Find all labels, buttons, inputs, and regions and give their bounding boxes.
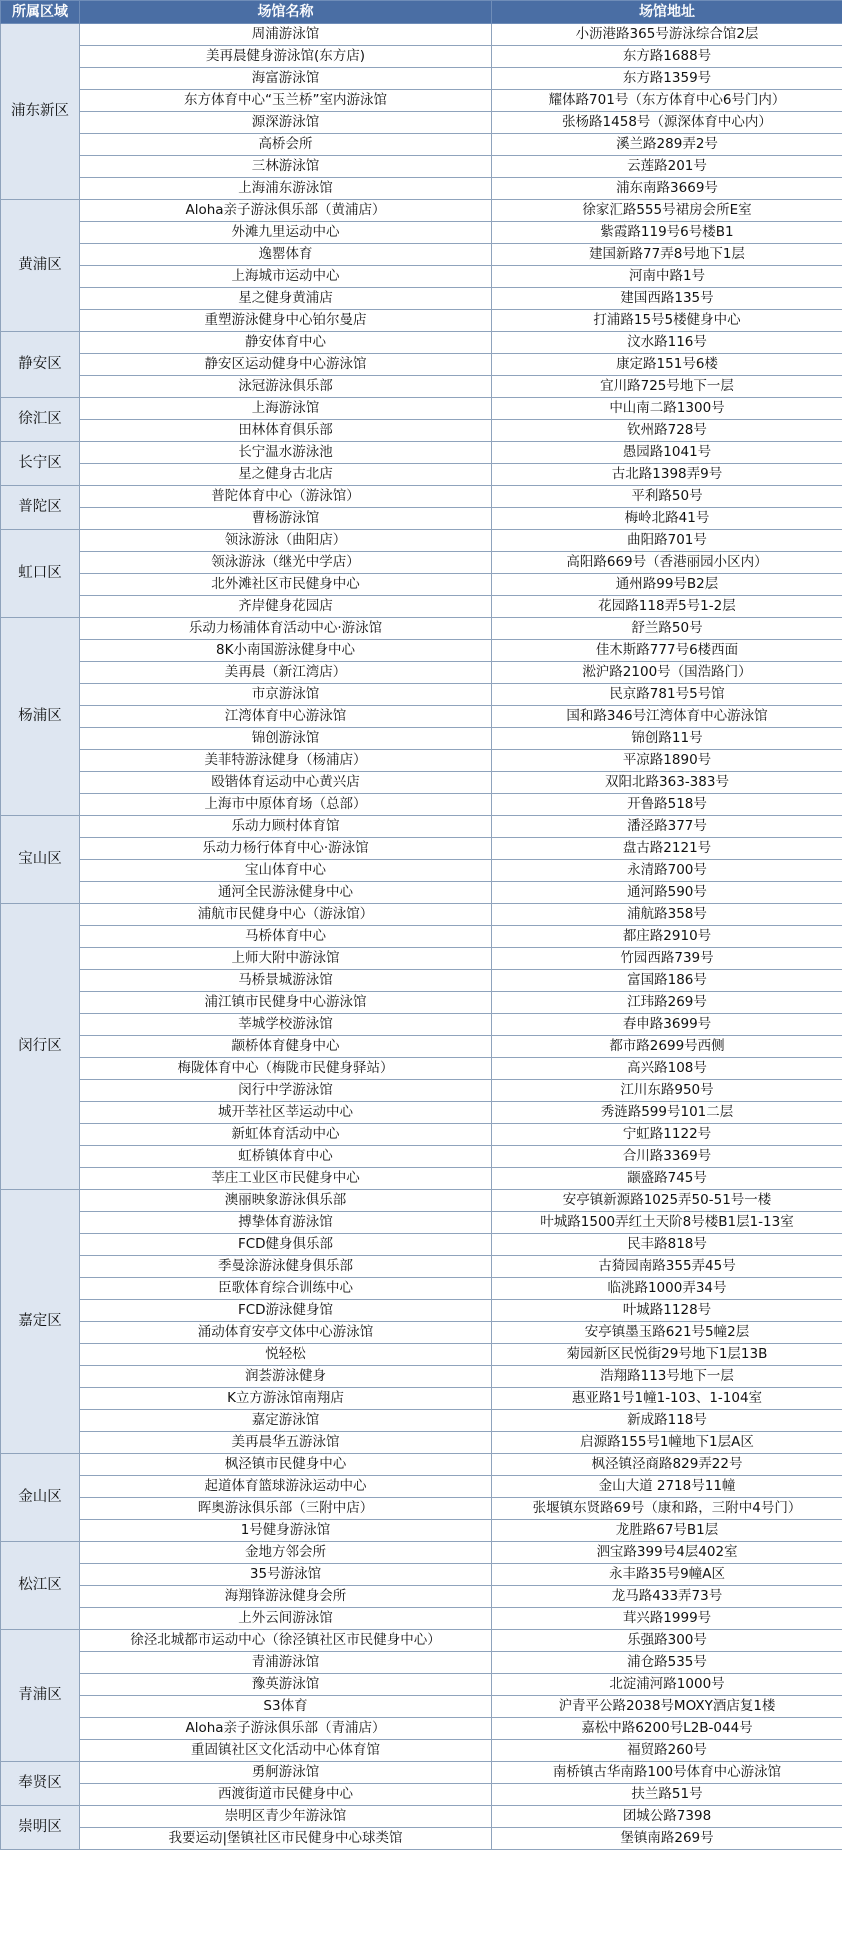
table-row — [1, 1410, 842, 1432]
table-row — [1, 442, 842, 464]
venue-name-cell: 领泳游泳（曲阳店） — [80, 530, 492, 552]
venue-name-cell: 起道体育篮球游泳运动中心 — [80, 1476, 492, 1498]
venue-name-cell: 金地方邻会所 — [80, 1542, 492, 1564]
table-row — [1, 1322, 842, 1344]
venue-address-cell: 嘉松中路6200号L2B-044号 — [492, 1718, 842, 1740]
table-row — [1, 882, 842, 904]
venue-address-cell: 河南中路1号 — [492, 266, 842, 288]
venue-name-cell: 普陀体育中心（游泳馆） — [80, 486, 492, 508]
table-row — [1, 992, 842, 1014]
table-row — [1, 860, 842, 882]
table-row — [1, 772, 842, 794]
venue-address-cell: 平利路50号 — [492, 486, 842, 508]
table-row — [1, 1212, 842, 1234]
table-row — [1, 1828, 842, 1850]
venue-name-cell: 三林游泳馆 — [80, 156, 492, 178]
table-row — [1, 904, 842, 926]
venue-address-cell: 茸兴路1999号 — [492, 1608, 842, 1630]
district-cell: 青浦区 — [1, 1630, 80, 1762]
venue-address-cell: 浩翔路113号地下一层 — [492, 1366, 842, 1388]
venue-name-cell: 源深游泳馆 — [80, 112, 492, 134]
venue-name-cell: 齐岸健身花园店 — [80, 596, 492, 618]
table-row — [1, 508, 842, 530]
venue-address-cell: 古猗园南路355弄45号 — [492, 1256, 842, 1278]
district-cell: 松江区 — [1, 1542, 80, 1630]
venue-name-cell: 西渡街道市民健身中心 — [80, 1784, 492, 1806]
venue-name-cell: FCD健身俱乐部 — [80, 1234, 492, 1256]
venue-name-cell: 通河全民游泳健身中心 — [80, 882, 492, 904]
venue-name-cell: 上海市中原体育场（总部） — [80, 794, 492, 816]
table-row — [1, 222, 842, 244]
venue-address-cell: 竹园西路739号 — [492, 948, 842, 970]
venue-name-cell: 季曼涂游泳健身俱乐部 — [80, 1256, 492, 1278]
venue-name-cell: 上外云间游泳馆 — [80, 1608, 492, 1630]
table-row — [1, 596, 842, 618]
venue-name-cell: 乐动力杨行体育中心·游泳馆 — [80, 838, 492, 860]
venue-address-cell: 叶城路1500弄红土天阶8号楼B1层1-13室 — [492, 1212, 842, 1234]
venue-address-cell: 永清路700号 — [492, 860, 842, 882]
venue-address-cell: 打浦路15号5楼健身中心 — [492, 310, 842, 332]
table-row — [1, 926, 842, 948]
table-row — [1, 1124, 842, 1146]
district-cell: 长宁区 — [1, 442, 80, 486]
table-row — [1, 1542, 842, 1564]
venue-address-cell: 徐家汇路555号裙房会所E室 — [492, 200, 842, 222]
venue-address-cell: 颛盛路745号 — [492, 1168, 842, 1190]
venue-name-cell: 8K小南国游泳健身中心 — [80, 640, 492, 662]
venue-name-cell: 宝山体育中心 — [80, 860, 492, 882]
table-row — [1, 1300, 842, 1322]
venue-address-cell: 临洮路1000弄34号 — [492, 1278, 842, 1300]
venue-address-cell: 花园路118弄5号1-2层 — [492, 596, 842, 618]
venue-address-cell: 乐强路300号 — [492, 1630, 842, 1652]
table-row — [1, 1652, 842, 1674]
venue-address-cell: 扶兰路51号 — [492, 1784, 842, 1806]
venue-address-cell: 钦州路728号 — [492, 420, 842, 442]
venue-address-cell: 新成路118号 — [492, 1410, 842, 1432]
venue-name-cell: 润荟游泳健身 — [80, 1366, 492, 1388]
table-row — [1, 1146, 842, 1168]
table-row — [1, 1674, 842, 1696]
district-cell: 静安区 — [1, 332, 80, 398]
district-cell: 宝山区 — [1, 816, 80, 904]
header-row — [1, 1, 842, 24]
venue-address-cell: 平凉路1890号 — [492, 750, 842, 772]
table-row — [1, 816, 842, 838]
venue-address-cell: 高兴路108号 — [492, 1058, 842, 1080]
venue-address-cell: 张堰镇东贤路69号（康和路，三附中4号门） — [492, 1498, 842, 1520]
venue-name-cell: 海翔锋游泳健身会所 — [80, 1586, 492, 1608]
venue-name-cell: FCD游泳健身馆 — [80, 1300, 492, 1322]
district-cell: 徐汇区 — [1, 398, 80, 442]
venue-address-cell: 通河路590号 — [492, 882, 842, 904]
venue-address-cell: 江玮路269号 — [492, 992, 842, 1014]
table-row — [1, 970, 842, 992]
table-row — [1, 1080, 842, 1102]
venue-name-cell: 颛桥体育健身中心 — [80, 1036, 492, 1058]
venue-name-cell: 我要运动|堡镇社区市民健身中心球类馆 — [80, 1828, 492, 1850]
table-row — [1, 1696, 842, 1718]
venue-name-cell: 美菲特游泳健身（杨浦店） — [80, 750, 492, 772]
table-row — [1, 1058, 842, 1080]
table-row — [1, 1806, 842, 1828]
table-row — [1, 1762, 842, 1784]
venue-name-cell: 浦江镇市民健身中心游泳馆 — [80, 992, 492, 1014]
venue-address-cell: 锦创路11号 — [492, 728, 842, 750]
venue-name-cell: 乐动力杨浦体育活动中心·游泳馆 — [80, 618, 492, 640]
venue-name-cell: 上海浦东游泳馆 — [80, 178, 492, 200]
table-row — [1, 618, 842, 640]
table-row — [1, 794, 842, 816]
district-cell: 金山区 — [1, 1454, 80, 1542]
venue-name-cell: 梅陇体育中心（梅陇市民健身驿站） — [80, 1058, 492, 1080]
table-row — [1, 24, 842, 46]
venue-address-cell: 团城公路7398 — [492, 1806, 842, 1828]
venue-address-cell: 安亭镇墨玉路621号5幢2层 — [492, 1322, 842, 1344]
venue-address-cell: 小沥港路365号游泳综合馆2层 — [492, 24, 842, 46]
venue-address-cell: 潘泾路377号 — [492, 816, 842, 838]
table-row — [1, 728, 842, 750]
venue-name-cell: 臣歌体育综合训练中心 — [80, 1278, 492, 1300]
venue-name-cell: 崇明区青少年游泳馆 — [80, 1806, 492, 1828]
table-row — [1, 178, 842, 200]
venue-name-cell: 搏挚体育游泳馆 — [80, 1212, 492, 1234]
table-row — [1, 112, 842, 134]
table-row — [1, 1608, 842, 1630]
venue-address-cell: 民京路781号5号馆 — [492, 684, 842, 706]
venue-name-cell: 嘉定游泳馆 — [80, 1410, 492, 1432]
venue-name-column-header: 场馆名称 — [80, 1, 492, 24]
venue-name-cell: 田林体育俱乐部 — [80, 420, 492, 442]
district-cell: 闵行区 — [1, 904, 80, 1190]
table-row — [1, 266, 842, 288]
venue-name-cell: 静安区运动健身中心游泳馆 — [80, 354, 492, 376]
venue-address-cell: 福贸路260号 — [492, 1740, 842, 1762]
venue-address-cell: 浦航路358号 — [492, 904, 842, 926]
table-row — [1, 1036, 842, 1058]
table-row — [1, 354, 842, 376]
venue-name-cell: 曹杨游泳馆 — [80, 508, 492, 530]
venue-address-cell: 耀体路701号（东方体育中心6号门内） — [492, 90, 842, 112]
venue-address-cell: 叶城路1128号 — [492, 1300, 842, 1322]
table-row — [1, 1014, 842, 1036]
venue-address-cell: 富国路186号 — [492, 970, 842, 992]
venue-name-cell: 长宁温水游泳池 — [80, 442, 492, 464]
venue-address-cell: 高阳路669号（香港丽园小区内） — [492, 552, 842, 574]
venue-name-cell: 澳丽映象游泳俱乐部 — [80, 1190, 492, 1212]
venue-name-cell: 周浦游泳馆 — [80, 24, 492, 46]
venue-address-cell: 龙马路433弄73号 — [492, 1586, 842, 1608]
venue-name-cell: 莘城学校游泳馆 — [80, 1014, 492, 1036]
venue-address-cell: 菊园新区民悦街29号地下1层13B — [492, 1344, 842, 1366]
venue-name-cell: 闵行中学游泳馆 — [80, 1080, 492, 1102]
venue-address-cell: 南桥镇古华南路100号体育中心游泳馆 — [492, 1762, 842, 1784]
venue-name-cell: 美再晨（新江湾店） — [80, 662, 492, 684]
venue-address-cell: 双阳北路363-383号 — [492, 772, 842, 794]
venue-address-cell: 宜川路725号地下一层 — [492, 376, 842, 398]
venue-address-cell: 惠亚路1号1幢1-103、1-104室 — [492, 1388, 842, 1410]
venue-name-cell: 上海游泳馆 — [80, 398, 492, 420]
table-row — [1, 552, 842, 574]
venue-name-cell: Aloha亲子游泳俱乐部（黄浦店） — [80, 200, 492, 222]
table-row — [1, 310, 842, 332]
table-row — [1, 1586, 842, 1608]
venue-address-cell: 东方路1688号 — [492, 46, 842, 68]
venue-address-cell: 民丰路818号 — [492, 1234, 842, 1256]
district-cell: 崇明区 — [1, 1806, 80, 1850]
venue-address-cell: 金山大道 2718号11幢 — [492, 1476, 842, 1498]
venue-address-cell: 浦仓路535号 — [492, 1652, 842, 1674]
venue-name-cell: 外滩九里运动中心 — [80, 222, 492, 244]
venue-address-cell: 溪兰路289弄2号 — [492, 134, 842, 156]
venue-address-cell: 愚园路1041号 — [492, 442, 842, 464]
venue-name-cell: 城开莘社区莘运动中心 — [80, 1102, 492, 1124]
table-row — [1, 134, 842, 156]
venue-name-cell: 悦轻松 — [80, 1344, 492, 1366]
venue-name-cell: 江湾体育中心游泳馆 — [80, 706, 492, 728]
venue-name-cell: 殴锴体育运动中心黄兴店 — [80, 772, 492, 794]
table-row — [1, 332, 842, 354]
table-row — [1, 662, 842, 684]
table-row — [1, 948, 842, 970]
venue-name-cell: K立方游泳馆南翔店 — [80, 1388, 492, 1410]
venue-name-cell: 静安体育中心 — [80, 332, 492, 354]
table-row — [1, 288, 842, 310]
venue-name-cell: 重塑游泳健身中心铂尔曼店 — [80, 310, 492, 332]
table-row — [1, 200, 842, 222]
venue-address-cell: 梅岭北路41号 — [492, 508, 842, 530]
venue-name-cell: 马桥景城游泳馆 — [80, 970, 492, 992]
table-row — [1, 750, 842, 772]
venue-address-cell: 通州路99号B2层 — [492, 574, 842, 596]
venue-address-cell: 建国西路135号 — [492, 288, 842, 310]
venue-address-cell: 秀涟路599号101二层 — [492, 1102, 842, 1124]
venue-address-cell: 紫霞路119号6号楼B1 — [492, 222, 842, 244]
table-row — [1, 1784, 842, 1806]
district-cell: 普陀区 — [1, 486, 80, 530]
venue-address-cell: 北淀浦河路1000号 — [492, 1674, 842, 1696]
venue-name-cell: 泳冠游泳俱乐部 — [80, 376, 492, 398]
table-row — [1, 530, 842, 552]
table-row — [1, 1476, 842, 1498]
venue-name-cell: 上师大附中游泳馆 — [80, 948, 492, 970]
venue-address-cell: 开鲁路518号 — [492, 794, 842, 816]
venue-address-cell: 建国新路77弄8号地下1层 — [492, 244, 842, 266]
district-cell: 奉贤区 — [1, 1762, 80, 1806]
table-row — [1, 398, 842, 420]
table-row — [1, 486, 842, 508]
venue-address-cell: 枫泾镇泾商路829弄22号 — [492, 1454, 842, 1476]
table-row — [1, 1520, 842, 1542]
venue-name-cell: 北外滩社区市民健身中心 — [80, 574, 492, 596]
table-row — [1, 1256, 842, 1278]
venue-name-cell: 东方体育中心“玉兰桥”室内游泳馆 — [80, 90, 492, 112]
table-row — [1, 376, 842, 398]
venue-address-cell: 曲阳路701号 — [492, 530, 842, 552]
venue-name-cell: 美再晨华五游泳馆 — [80, 1432, 492, 1454]
district-cell: 虹口区 — [1, 530, 80, 618]
venue-address-cell: 张杨路1458号（源深体育中心内） — [492, 112, 842, 134]
venue-name-cell: 美再晨健身游泳馆(东方店) — [80, 46, 492, 68]
venue-name-cell: 马桥体育中心 — [80, 926, 492, 948]
venue-name-cell: 高桥会所 — [80, 134, 492, 156]
table-row — [1, 684, 842, 706]
venue-name-cell: 逸罂体育 — [80, 244, 492, 266]
venue-name-cell: 晖奥游泳俱乐部（三附中店） — [80, 1498, 492, 1520]
table-row — [1, 464, 842, 486]
venue-name-cell: 市京游泳馆 — [80, 684, 492, 706]
venue-address-cell: 古北路1398弄9号 — [492, 464, 842, 486]
table-row — [1, 706, 842, 728]
table-row — [1, 1190, 842, 1212]
venue-name-cell: 重固镇社区文化活动中心体育馆 — [80, 1740, 492, 1762]
table-row — [1, 1278, 842, 1300]
table-row — [1, 1344, 842, 1366]
table-row — [1, 244, 842, 266]
district-cell: 嘉定区 — [1, 1190, 80, 1454]
venue-name-cell: 徐泾北城都市运动中心（徐泾镇社区市民健身中心） — [80, 1630, 492, 1652]
venue-name-cell: S3体育 — [80, 1696, 492, 1718]
venue-address-cell: 龙胜路67号B1层 — [492, 1520, 842, 1542]
venue-address-cell: 国和路346号江湾体育中心游泳馆 — [492, 706, 842, 728]
venue-address-cell: 春申路3699号 — [492, 1014, 842, 1036]
table-row — [1, 574, 842, 596]
venue-name-cell: 星之健身古北店 — [80, 464, 492, 486]
table-row — [1, 46, 842, 68]
venue-name-cell: 上海城市运动中心 — [80, 266, 492, 288]
venue-name-cell: 海富游泳馆 — [80, 68, 492, 90]
venue-address-cell: 东方路1359号 — [492, 68, 842, 90]
venue-name-cell: 浦航市民健身中心（游泳馆） — [80, 904, 492, 926]
table-row — [1, 90, 842, 112]
venue-name-cell: 莘庄工业区市民健身中心 — [80, 1168, 492, 1190]
district-cell: 浦东新区 — [1, 24, 80, 200]
venue-address-cell: 宁虹路1122号 — [492, 1124, 842, 1146]
table-row — [1, 420, 842, 442]
venue-name-cell: 虹桥镇体育中心 — [80, 1146, 492, 1168]
table-row — [1, 1454, 842, 1476]
venue-address-cell: 堡镇南路269号 — [492, 1828, 842, 1850]
venue-address-column-header: 场馆地址 — [492, 1, 842, 24]
district-cell: 杨浦区 — [1, 618, 80, 816]
venue-address-cell: 都市路2699号西侧 — [492, 1036, 842, 1058]
venue-name-cell: 领泳游泳（继光中学店） — [80, 552, 492, 574]
district-column-header: 所属区域 — [1, 1, 80, 24]
venue-address-cell: 都庄路2910号 — [492, 926, 842, 948]
table-row — [1, 838, 842, 860]
venue-address-cell: 汶水路116号 — [492, 332, 842, 354]
table-body — [1, 24, 842, 1850]
venue-address-cell: 中山南二路1300号 — [492, 398, 842, 420]
venue-address-cell: 康定路151号6楼 — [492, 354, 842, 376]
district-cell: 黄浦区 — [1, 200, 80, 332]
venue-name-cell: 35号游泳馆 — [80, 1564, 492, 1586]
venue-name-cell: 枫泾镇市民健身中心 — [80, 1454, 492, 1476]
venue-address-cell: 云莲路201号 — [492, 156, 842, 178]
venue-name-cell: 涌动体育安亭文体中心游泳馆 — [80, 1322, 492, 1344]
venue-address-cell: 沪青平公路2038号MOXY酒店复1楼 — [492, 1696, 842, 1718]
table-row — [1, 1432, 842, 1454]
venue-name-cell: 星之健身黄浦店 — [80, 288, 492, 310]
venue-address-cell: 淞沪路2100号（国浩路门） — [492, 662, 842, 684]
venue-name-cell: 豫英游泳馆 — [80, 1674, 492, 1696]
table-row — [1, 1498, 842, 1520]
venue-address-cell: 江川东路950号 — [492, 1080, 842, 1102]
table-row — [1, 1168, 842, 1190]
venue-address-cell: 安亭镇新源路1025弄50-51号一楼 — [492, 1190, 842, 1212]
table-row — [1, 1564, 842, 1586]
venue-name-cell: 青浦游泳馆 — [80, 1652, 492, 1674]
table-row — [1, 68, 842, 90]
table-row — [1, 156, 842, 178]
venue-address-cell: 启源路155号1幢地下1层A区 — [492, 1432, 842, 1454]
venue-name-cell: Aloha亲子游泳俱乐部（青浦店） — [80, 1718, 492, 1740]
venue-name-cell: 乐动力顾村体育馆 — [80, 816, 492, 838]
venue-name-cell: 1号健身游泳馆 — [80, 1520, 492, 1542]
venue-name-cell: 新虹体育活动中心 — [80, 1124, 492, 1146]
table-row — [1, 640, 842, 662]
venue-address-cell: 舒兰路50号 — [492, 618, 842, 640]
venue-address-cell: 浦东南路3669号 — [492, 178, 842, 200]
table-row — [1, 1718, 842, 1740]
venue-address-cell: 泗宝路399号4层402室 — [492, 1542, 842, 1564]
venue-name-cell: 锦创游泳馆 — [80, 728, 492, 750]
table-row — [1, 1102, 842, 1124]
venue-address-cell: 永丰路35号9幢A区 — [492, 1564, 842, 1586]
venue-address-cell: 盘古路2121号 — [492, 838, 842, 860]
venue-name-cell: 勇舸游泳馆 — [80, 1762, 492, 1784]
table-row — [1, 1630, 842, 1652]
venue-address-cell: 合川路3369号 — [492, 1146, 842, 1168]
table-row — [1, 1234, 842, 1256]
table-row — [1, 1740, 842, 1762]
venue-address-cell: 佳木斯路777号6楼西面 — [492, 640, 842, 662]
table-row — [1, 1366, 842, 1388]
table-row — [1, 1388, 842, 1410]
